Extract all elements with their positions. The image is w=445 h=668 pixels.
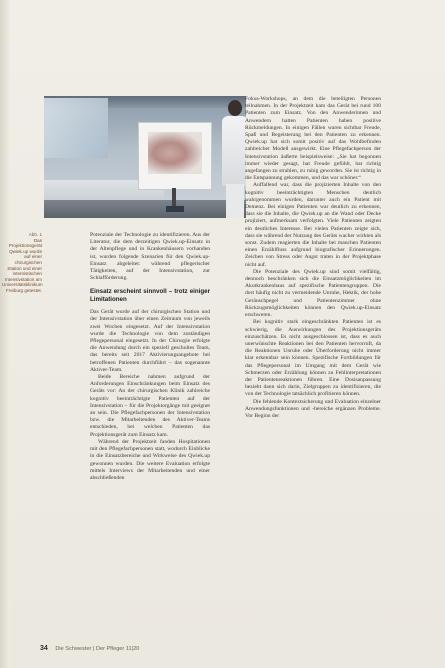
paragraph: Während der Projektzeit fanden Hospitationen mit den Pflegefachpersonen statt, wodurch Einblicke in die Einsatzbereiche und Wirkweise des Qwiek.up gewonnen wurden. Die weitere Evaluation erfolgte mittels Interviews der Mitarbeitenden und einer abschließenden — [90, 438, 210, 481]
projected-image — [148, 132, 202, 174]
page-number: 34 — [40, 645, 48, 652]
page-gutter-shadow — [0, 0, 10, 668]
paragraph: Potenziale der Technologie zu identifizieren. Aus der Literatur, die dem derzeitigen Qwiek.up-Einsatz in der Altenpflege und in Krankenhäusern vorhanden ist, wurden folgende Szenarien für den Qwiek.up-Einsatz abgeleitet: während pflegerischer Tätigkeiten, auf der Intensivstation, zur Schlafförderung. — [90, 232, 210, 282]
text-column-left — [90, 232, 210, 482]
paragraph: Bei kognitiv stark eingeschränkten Patienten ist es schwierig, die Auswirkungen des Projektionsgeräts einzuschätzen. Es nicht ausgeschlossen ist, dass es auch unerwünschte Reaktionen bei den Patienten hervorruft, da die Reaktionen Unruhe oder Überforderung nicht immer klar erkennbar sein können. Spezifische Fortbildungen für das Pflegepersonal im Umgang mit dem Gerät wie Schmerzen oder Erzählung können zu Fehlinterpretationen der Patientenreaktionen führen. Eine Dosisanpassung bezieht dann sich darin, Zielgruppen zu identifizieren, die von der Technologie tatsächlich profitieren können. — [245, 319, 381, 398]
projector-device — [166, 206, 184, 212]
paragraph: Die fehlende Kontextsicherung und Evaluation einzelner Anwendungsfunktionen und -bereiche ergänzen Probleme. Vor Beginn der — [245, 398, 381, 419]
publication-name: Die Schwester | Der Pfleger 11|20 — [55, 646, 140, 652]
text-column-right — [245, 96, 381, 420]
caption-label: Abb. 1 — [28, 232, 42, 237]
nurse-figure — [222, 100, 246, 218]
page-footer — [40, 645, 300, 652]
photo-caption — [2, 232, 42, 294]
caption-text: Das Projektionsgerät Qwiek.up wurde auf einer chirurgischen Station und einer internistischen Intensivstation am Universitätsklinikum Freiburg getestet. — [2, 237, 43, 293]
paragraph: Auffallend war, dass die projizierten Inhalte von den kognitiv beeinträchtigten Menschen deutlich wahrgenommen wurden, darunter auch ein Patient mit Demenz. Bei einigen Patienten war deutlich zu erkennen, dass sie die Inhalte, die Qwiek.up an die Wand oder Decke projiziert, aufmerksam verfolgten. Viele Patienten zeigten ein deutliches Interesse. Bei vielen Patienten zeigte sich, dass sie während der Nutzung des Geräts wacher wirkten als sonst. Zudem reagierten die Inhalte bei manchen Patienten einen Erzählfluss aufgrund biografischer Erinnerungen. Zeichen von Stress oder Angst traten in der Projektphase nicht auf. — [245, 182, 381, 268]
section-subheading: Einsatz erscheint sinnvoll – trotz einiger Limitationen — [90, 288, 210, 303]
paragraph: Beide Bereiche nahmen aufgrund der Anforderungen Einschränkungen beim Einsatz des Geräts vor: An der chirurgischen Klinik zahlreiche kognitiv beeinträchtigte Patienten auf der Intensivstation – für die Projektorgänge mit geeignet an sein. Die Pflegefachpersonen der Intensivstation bzw. die Mitarbeitenden des Aktiver-Teams entschieden, bei welchen Patienten das Projektionsgerät zum Einsatz kam. — [90, 374, 210, 438]
article-photo — [44, 96, 246, 218]
paragraph: Die Potenziale des Qwiek.up sind somit vielfältig, dennoch beschränken sich die Einsatzmöglichkeiten im Akutkrankenhaus auf spezifische Patientengruppen. Die dort häufig nicht zu vermeidende Unruhe, Hektik, der hohe Geräuschpegel und Patientenzimmer ohne Rückzugsmöglichkeiten können den Qwiek.up-Einsatz erschweren. — [245, 268, 381, 319]
paragraph: Fokus-Workshops, an dem die beteiligten Personen teilnahmen. In der Projektzeit kam das Gerät bei rund 100 Patienten zum Einsatz. Von den Anwenderinnen und Anwendern hatten Patienten haben positive Rückmeldungen. In einigen Fällen waren sichtbar Freude, Spaß und Begeisterung bei den Patienten zu erkennen. Qwiek.up hat sich somit positiv auf das Wohlbefinden zahlreicher Modell ausgewirkt. Eine Pflegefachperson der Intensivstation äußerte beispielsweise: „Sie hat begonnen immer wieder gesagt, hat Freude gefühlt, hat richtig angefangen zu strahlen, zu ruhig geworden. Sie ist richtig in die Entspannung gekommen, und das war schöner.“ — [245, 96, 381, 182]
paragraph: Das Gerät wurde auf der chirurgischen Station und der Intensivstation über einen Zeitraum von jeweils zwei Wochen eingesetzt. Auf der Intensivstation wurde die Technologie von dem zuständigen Pflegepersonal eingesetzt. In der Chirurgie erfolgte die Anwendung durch ein speziell geschultes Team, das bereits seit 2017 Aktivierungsangebote bei betroffenen Patienten durchführt – das sogenannte Aktiver-Team. — [90, 309, 210, 373]
